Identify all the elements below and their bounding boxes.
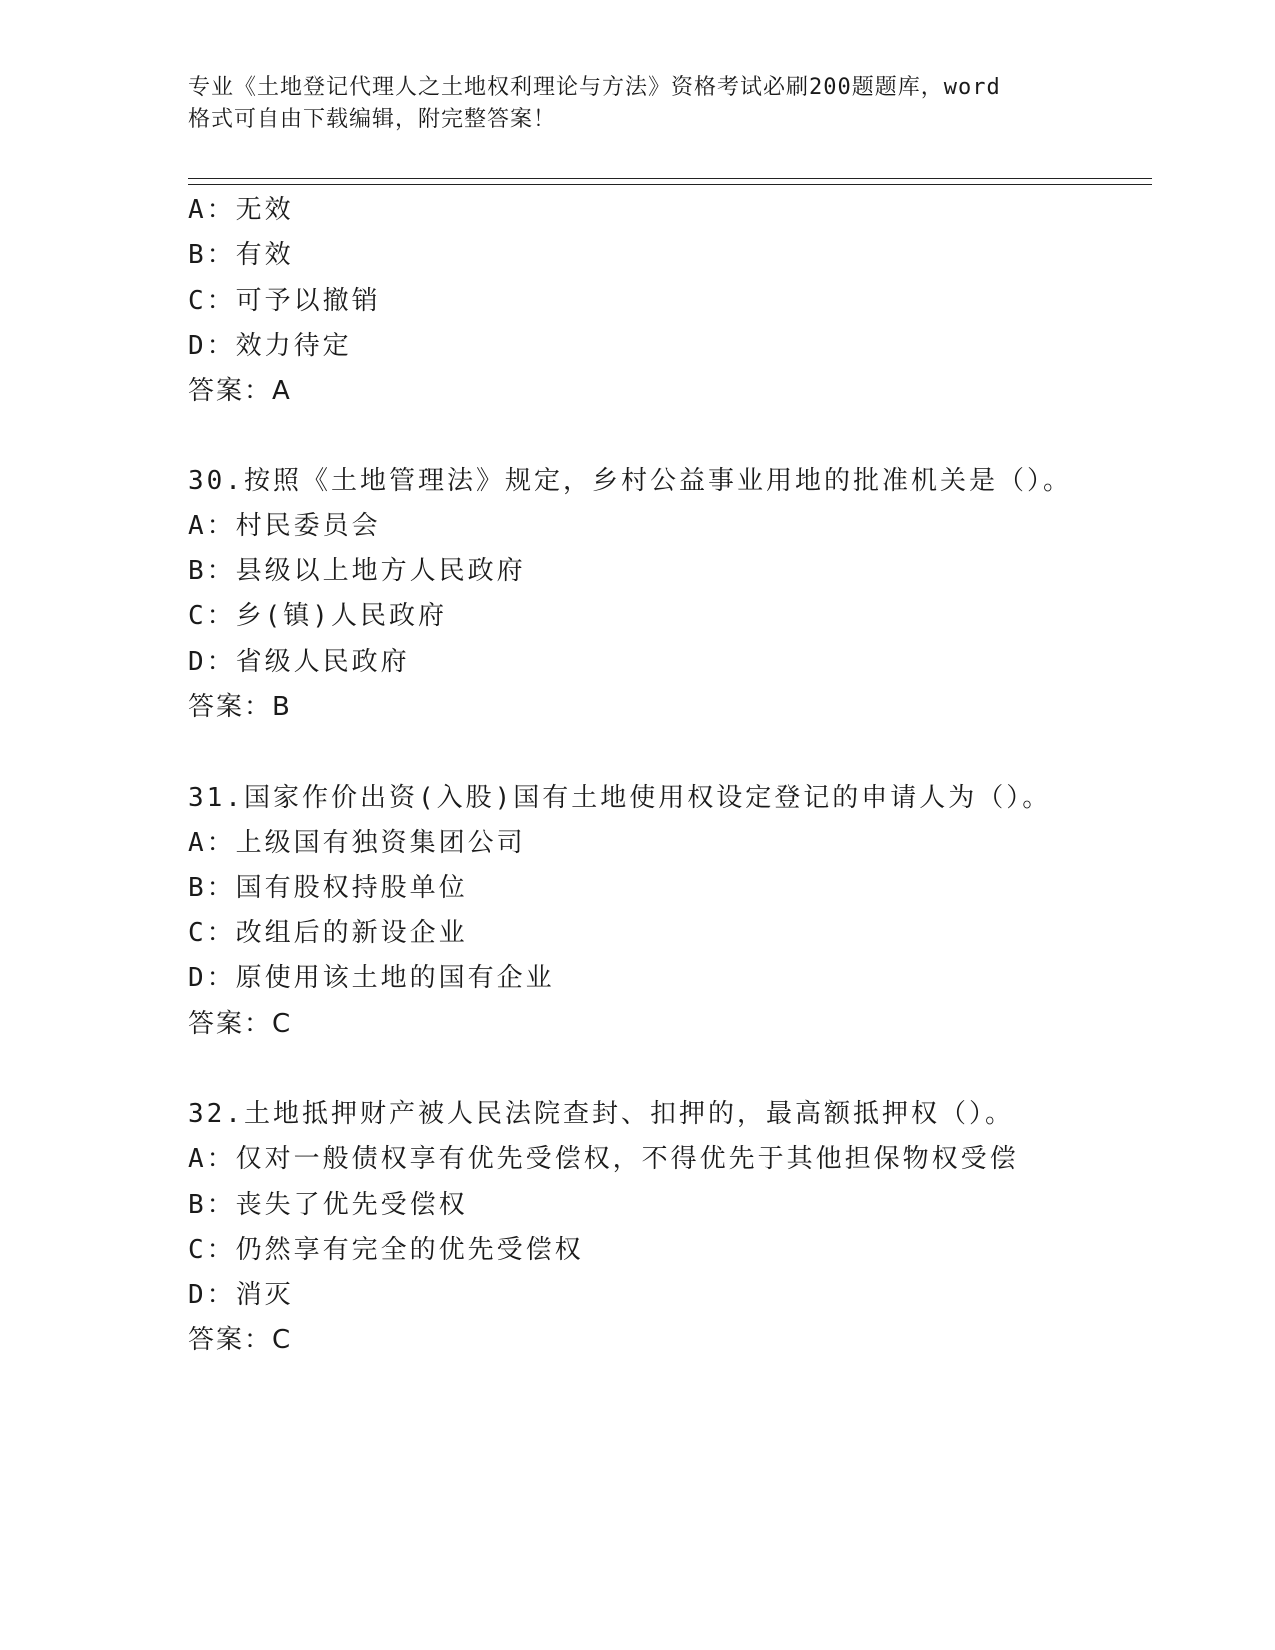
q32-option-c: C：仍然享有完全的优先受偿权 [188, 1235, 584, 1265]
q30-option-a: A：村民委员会 [188, 511, 381, 541]
q31-question: 31.国家作价出资(入股)国有土地使用权设定登记的申请人为（）。 [188, 783, 1052, 813]
q30-option-d: D：省级人民政府 [188, 647, 410, 677]
q29-answer: 答案：A [188, 376, 292, 406]
q31-option-a: A：上级国有独资集团公司 [188, 828, 526, 858]
q31-answer: 答案：C [188, 1009, 293, 1039]
q30-answer: 答案：B [188, 692, 292, 722]
q30-question: 30.按照《土地管理法》规定，乡村公益事业用地的批准机关是（）。 [188, 466, 1072, 496]
header-line-2: 格式可自由下载编辑，附完整答案！ [188, 107, 557, 132]
document-header [188, 72, 1068, 136]
q32-option-b: B：丧失了优先受偿权 [188, 1190, 468, 1220]
q31-option-d: D：原使用该土地的国有企业 [188, 963, 555, 993]
q29-option-b: B：有效 [188, 240, 294, 270]
q30-option-b: B：县级以上地方人民政府 [188, 556, 526, 586]
header-line-1: 专业《土地登记代理人之土地权利理论与方法》资格考试必刷200题题库，word [188, 75, 1001, 100]
q31-option-b: B：国有股权持股单位 [188, 873, 468, 903]
header-divider-bottom [188, 184, 1152, 185]
q31-option-c: C：改组后的新设企业 [188, 918, 468, 948]
q29-option-a: A：无效 [188, 195, 294, 225]
q29-option-d: D：效力待定 [188, 331, 352, 361]
q30-option-c: C：乡(镇)人民政府 [188, 601, 447, 631]
q32-option-a: A：仅对一般债权享有优先受偿权，不得优先于其他担保物权受偿 [188, 1144, 1019, 1174]
q32-question: 32.土地抵押财产被人民法院查封、扣押的，最高额抵押权（）。 [188, 1099, 1014, 1129]
header-divider-top [188, 178, 1152, 179]
q32-option-d: D：消灭 [188, 1280, 294, 1310]
q32-answer: 答案：C [188, 1325, 293, 1355]
q29-option-c: C：可予以撤销 [188, 286, 381, 316]
